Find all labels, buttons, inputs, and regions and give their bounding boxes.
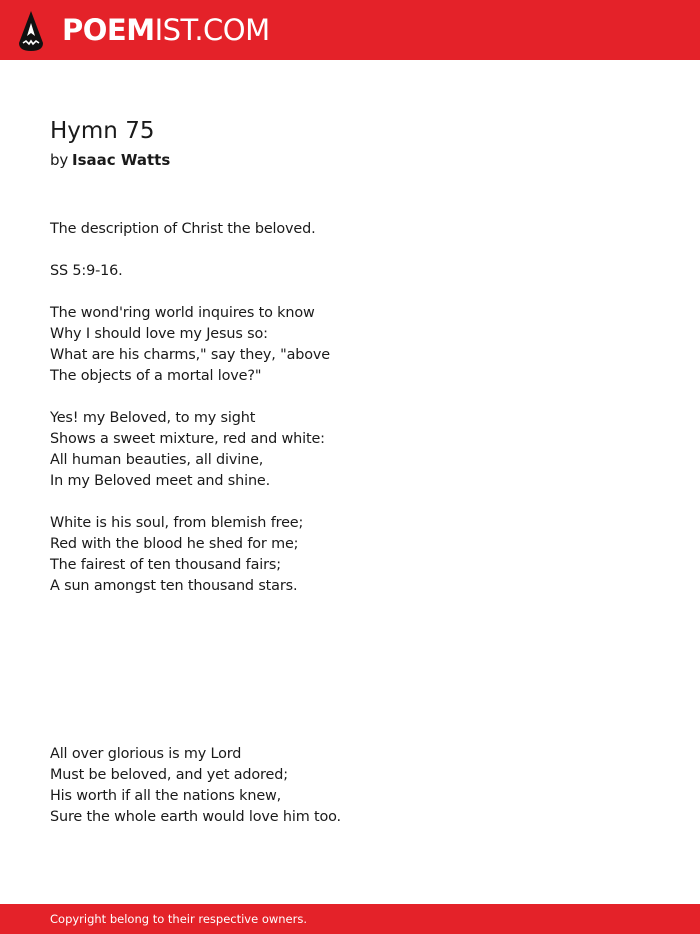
stanza-1	[50, 303, 330, 387]
poem-line: The fairest of ten thousand fairs;	[50, 557, 281, 573]
site-header	[0, 0, 700, 60]
poem-line: The wond'ring world inquires to know	[50, 305, 315, 321]
byline	[50, 150, 170, 170]
site-footer	[0, 904, 700, 934]
poem-line: Red with the blood he shed for me;	[50, 536, 299, 552]
by-label: by	[50, 151, 68, 169]
copyright-text: Copyright belong to their respective owners.	[50, 912, 308, 926]
poem-line: White is his soul, from blemish free;	[50, 515, 304, 531]
poem-description	[50, 219, 316, 240]
poem-title: Hymn 75	[50, 118, 155, 144]
poem-line: All human beauties, all divine,	[50, 452, 264, 468]
reference-line: SS 5:9-16.	[50, 263, 123, 279]
description-line: The description of Christ the beloved.	[50, 221, 316, 237]
poem-line: What are his charms," say they, "above	[50, 347, 330, 363]
logo-bold-text: POEM	[62, 13, 155, 47]
pencil-tip-icon	[17, 10, 45, 52]
poem-line: Sure the whole earth would love him too.	[50, 809, 341, 825]
poem-line: Shows a sweet mixture, red and white:	[50, 431, 325, 447]
logo-light-text: IST.COM	[154, 13, 270, 47]
poem-line: Yes! my Beloved, to my sight	[50, 410, 256, 426]
poem-line: All over glorious is my Lord	[50, 746, 242, 762]
stanza-4	[50, 744, 341, 828]
poem-line: In my Beloved meet and shine.	[50, 473, 271, 489]
stanza-3	[50, 513, 303, 597]
author-name: Isaac Watts	[72, 151, 171, 169]
poem-line: Must be beloved, and yet adored;	[50, 767, 288, 783]
poem-reference	[50, 261, 123, 282]
poem-line: The objects of a mortal love?"	[50, 368, 262, 384]
site-logo-link[interactable]	[62, 13, 270, 47]
poem-line: A sun amongst ten thousand stars.	[50, 578, 298, 594]
poem-line: Why I should love my Jesus so:	[50, 326, 268, 342]
stanza-2	[50, 408, 325, 492]
poem-line: His worth if all the nations knew,	[50, 788, 282, 804]
